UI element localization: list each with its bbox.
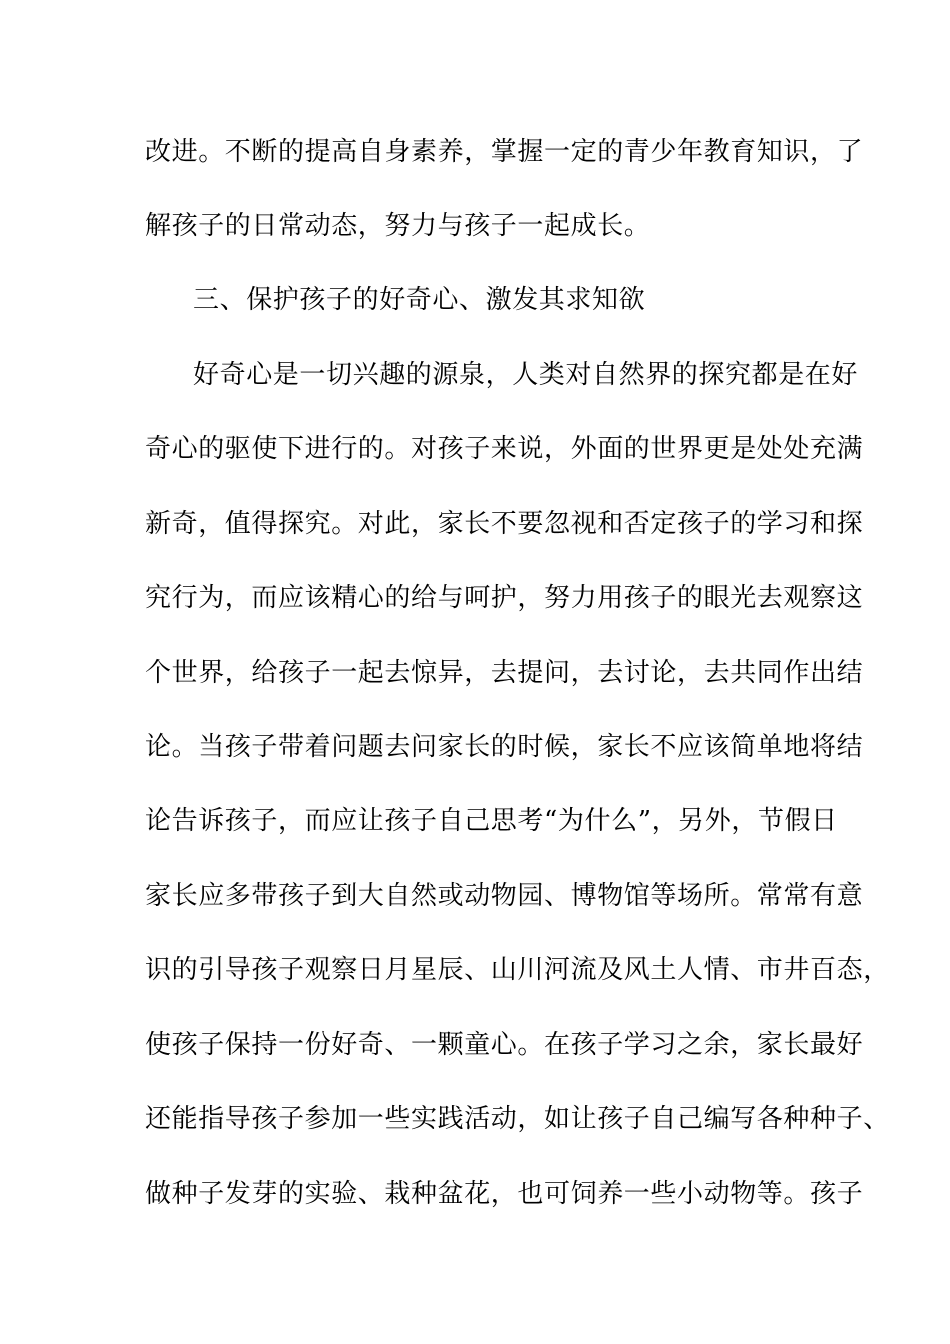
text-line: 奇心的驱使下进行的。对孩子来说，外面的世界更是处处充满 <box>145 434 864 464</box>
text-line: 论。当孩子带着问题去问家长的时候，家长不应该简单地将结 <box>145 732 864 762</box>
text-line: 改进。不断的提高自身素养，掌握一定的青少年教育知识，了 <box>145 137 864 167</box>
text-line: 论告诉孩子，而应让孩子自己思考“为什么”，另外，节假日 <box>145 806 838 836</box>
text-line: 使孩子保持一份好奇、一颗童心。在孩子学习之余，家长最好 <box>145 1030 864 1060</box>
text-line: 解孩子的日常动态，努力与孩子一起成长。 <box>145 211 651 241</box>
text-line: 家长应多带孩子到大自然或动物园、博物馆等场所。常常有意 <box>145 881 864 911</box>
text-line: 新奇，值得探究。对此，家长不要忽视和否定孩子的学习和探 <box>145 509 864 539</box>
text-line: 究行为，而应该精心的给与呵护，努力用孩子的眼光去观察这 <box>145 583 864 613</box>
text-line: 好奇心是一切兴趣的源泉，人类对自然界的探究都是在好 <box>193 360 859 390</box>
text-line: 还能指导孩子参加一些实践活动，如让孩子自己编写各种种子、 <box>145 1104 890 1134</box>
section-heading: 三、保护孩子的好奇心、激发其求知欲 <box>193 285 646 315</box>
text-line: 识的引导孩子观察日月星辰、山川河流及风土人情、市井百态， <box>145 955 890 985</box>
text-line: 做种子发芽的实验、栽种盆花，也可饲养一些小动物等。孩子 <box>145 1179 864 1209</box>
text-line: 个世界，给孩子一起去惊异，去提问，去讨论，去共同作出结 <box>145 658 864 688</box>
